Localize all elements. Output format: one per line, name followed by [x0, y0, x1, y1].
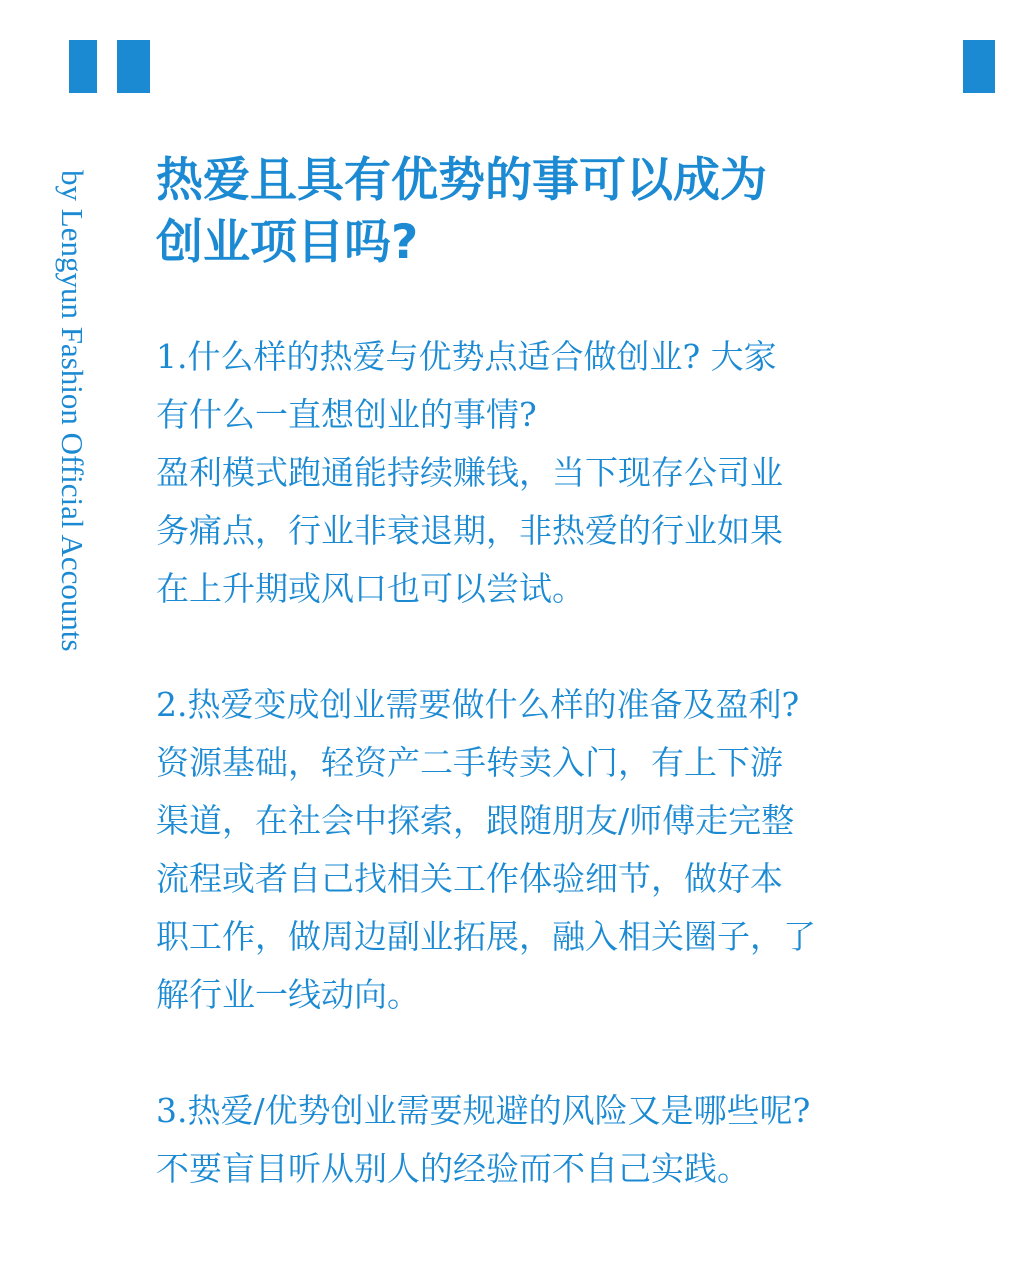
- section-line: 不要盲目听从别人的经验而不自己实践。: [156, 1149, 750, 1188]
- section-line: 2.热爱变成创业需要做什么样的准备及盈利?: [156, 685, 800, 724]
- title-line: 热爱且具有优势的事可以成为: [156, 153, 767, 208]
- section-1: [156, 328, 956, 618]
- section-line: 盈利模式跑通能持续赚钱，当下现存公司业: [156, 453, 783, 492]
- section-line: 资源基础，轻资产二手转卖入门，有上下游: [156, 743, 783, 782]
- section-line: 流程或者自己找相关工作体验细节，做好本: [156, 859, 783, 898]
- section-line: 3.热爱/优势创业需要规避的风险又是哪些呢?: [156, 1091, 811, 1130]
- section-line: 解行业一线动向。: [156, 975, 420, 1014]
- decorative-bar-left-2: [117, 40, 150, 93]
- decorative-bar-right: [963, 40, 995, 93]
- title-line: 创业项目吗?: [156, 215, 419, 270]
- section-line: 在上升期或风口也可以尝试。: [156, 569, 585, 608]
- section-line: 有什么一直想创业的事情?: [156, 395, 537, 434]
- section-line: 职工作，做周边副业拓展，融入相关圈子，了: [156, 917, 816, 956]
- article-content: [156, 150, 956, 1198]
- section-line: 务痛点，行业非衰退期，非热爱的行业如果: [156, 511, 783, 550]
- page-title: [156, 150, 956, 274]
- section-3: [156, 1082, 956, 1198]
- decorative-bar-left-1: [69, 40, 97, 93]
- section-line: 渠道，在社会中探索，跟随朋友/师傅走完整: [156, 801, 795, 840]
- side-credit: by Lengyun Fashion Official Accounts: [55, 170, 90, 652]
- section-2: [156, 676, 956, 1024]
- section-line: 1.什么样的热爱与优势点适合做创业? 大家: [156, 337, 777, 376]
